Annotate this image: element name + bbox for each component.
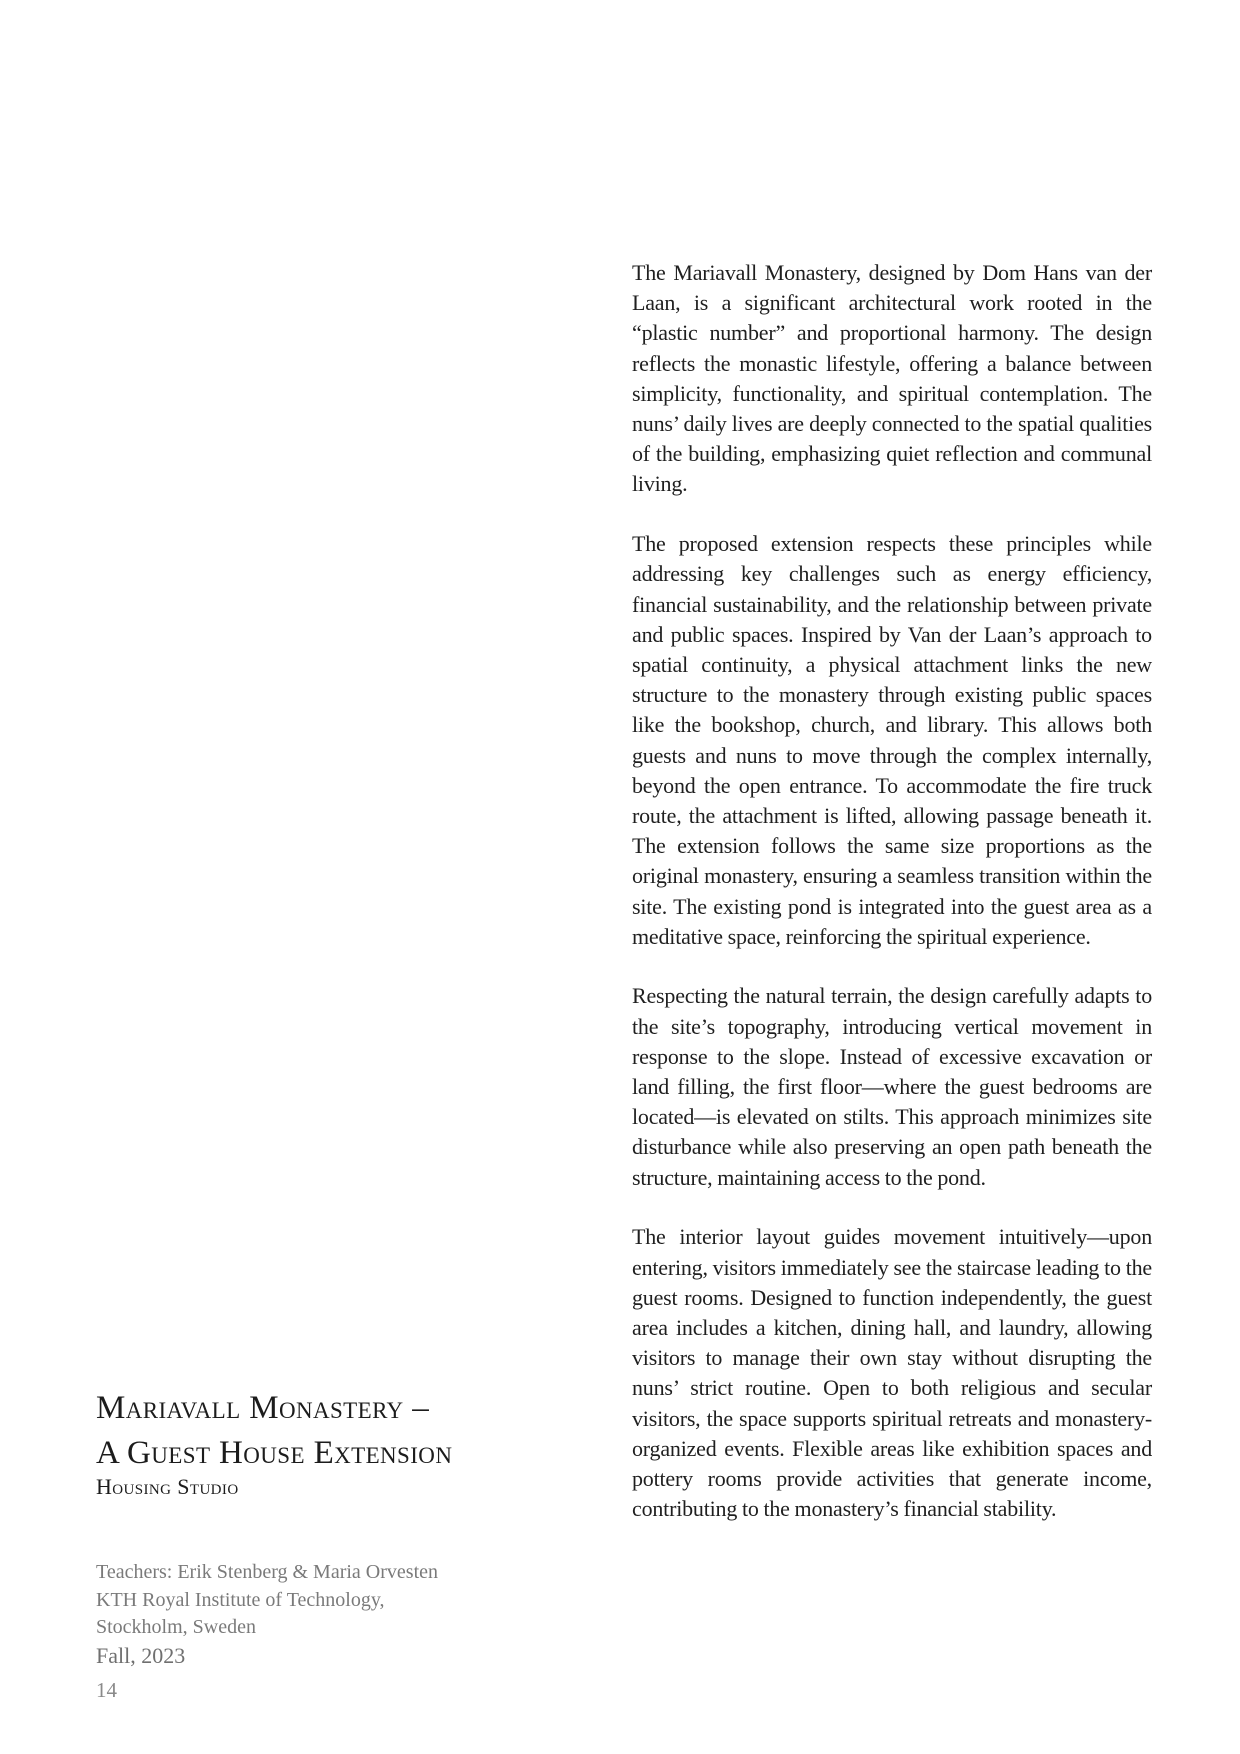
description-paragraph-2: The proposed extension respects these principles while addressing key challenges such as energy efficiency, financial sustainability, and the relationship between private and public spaces. Inspired by Van der Laan’s approach to spatial continuity, a physical attachment links the new structure to the monastery through existing public spaces like the bookshop, church, and library. This allows both guests and nuns to move through the complex internally, beyond the open entrance. To accommodate the fire truck route, the attachment is lifted, allowing passage beneath it. The extension follows the same size proportions as the original monastery, ensuring a seamless transition within the site. The existing pond is integrated into the guest area as a meditative space, reinforcing the spiritual experience.	[632, 531, 1152, 949]
page-number: 14	[96, 1678, 117, 1702]
institution-credit: KTH Royal Institute of Technology,	[96, 1588, 385, 1611]
project-title-line-1: Mariavall Monastery –	[96, 1390, 430, 1426]
project-description	[632, 258, 1152, 1524]
project-title-line-2: A Guest House Extension	[96, 1435, 453, 1471]
term-credit: Fall, 2023	[96, 1642, 186, 1668]
location-credit: Stockholm, Sweden	[96, 1616, 256, 1638]
teachers-credit: Teachers: Erik Stenberg & Maria Orvesten	[96, 1561, 439, 1583]
description-paragraph-3: Respecting the natural terrain, the design carefully adapts to the site’s topography, introducing vertical movement in response to the slope. Instead of excessive excavation or land filling, the first floor—where the guest bedrooms are located—is elevated on stilts. This approach minimizes site disturbance while also preserving an open path beneath the structure, maintaining access to the pond.	[632, 983, 1152, 1190]
description-paragraph-4: The interior layout guides movement intuitively—upon entering, visitors immediately see the staircase leading to the guest rooms. Designed to function independently, the guest area includes a kitchen, dining hall, and laundry, allowing visitors to manage their own stay without disrupting the nuns’ strict routine. Open to both religious and secular visitors, the space supports spiritual retreats and monastery-organized events. Flexible areas like exhibition spaces and pottery rooms provide activities that generate income, contributing to the monastery’s financial stability.	[632, 1224, 1152, 1522]
project-credits	[96, 1559, 596, 1670]
studio-subtitle: Housing Studio	[96, 1474, 239, 1499]
project-title-block	[96, 1386, 596, 1500]
description-paragraph-1: The Mariavall Monastery, designed by Dom Hans van der Laan, is a significant architectural work rooted in the “plastic number” and proportional harmony. The design reflects the monastic lifestyle, offering a balance between simplicity, functionality, and spiritual contemplation. The nuns’ daily lives are deeply connected to the spatial qualities of the building, emphasizing quiet reflection and communal living.	[632, 260, 1152, 497]
